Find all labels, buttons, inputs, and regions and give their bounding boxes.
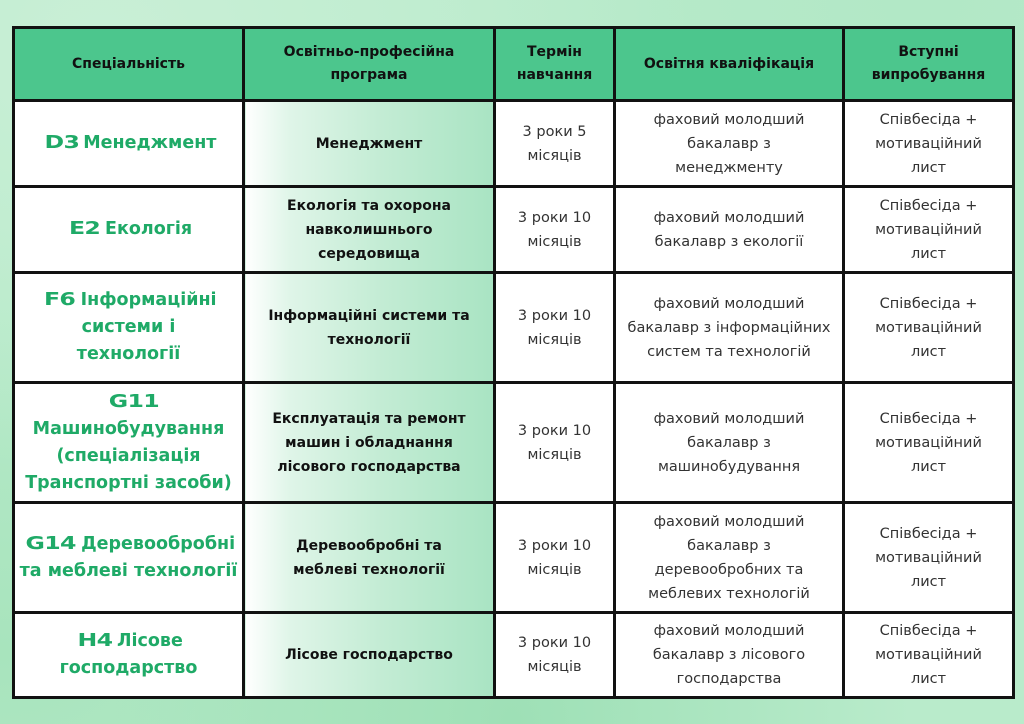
duration-cell: 3 роки 10 місяців: [495, 273, 615, 383]
specialty-name: Лісове господарство: [59, 631, 198, 678]
specialty-name: Машинобудування (спеціалізація Транспортні засоби): [25, 418, 232, 493]
specialty-code: G14: [25, 533, 76, 554]
specialties-table: [12, 26, 1015, 699]
duration-cell: 3 роки 10 місяців: [495, 613, 615, 698]
header-qualification: Освітня кваліфікація: [615, 28, 844, 101]
entrance-cell: Співбесіда + мотиваційний лист: [844, 101, 1014, 187]
table-header-row: [14, 28, 1014, 101]
specialty-cell: [14, 187, 244, 273]
header-specialty: Спеціальність: [14, 28, 244, 101]
table-row: [14, 187, 1014, 273]
qualification-cell: фаховий молодший бакалавр з лісового господарства: [615, 613, 844, 698]
program-cell: Лісове господарство: [244, 613, 495, 698]
entrance-cell: Співбесіда + мотиваційний лист: [844, 383, 1014, 503]
entrance-cell: Співбесіда + мотиваційний лист: [844, 613, 1014, 698]
qualification-cell: фаховий молодший бакалавр з менеджменту: [615, 101, 844, 187]
specialty-code: G11: [108, 391, 159, 412]
specialty-code: D3: [44, 133, 79, 153]
specialty-cell: [14, 503, 244, 613]
program-cell: Деревообробні та меблеві технології: [244, 503, 495, 613]
program-cell: Екологія та охорона навколишнього середовища: [244, 187, 495, 273]
program-cell: Менеджмент: [244, 101, 495, 187]
header-entrance: Вступні випробування: [844, 28, 1014, 101]
duration-cell: 3 роки 10 місяців: [495, 187, 615, 273]
specialty-name: Екологія: [105, 219, 193, 239]
specialty-code: H4: [77, 631, 113, 651]
table-row: [14, 613, 1014, 698]
header-duration: Термін навчання: [495, 28, 615, 101]
specialty-code: E2: [68, 219, 101, 239]
entrance-cell: Співбесіда + мотиваційний лист: [844, 187, 1014, 273]
specialty-cell: [14, 101, 244, 187]
specialty-cell: [14, 273, 244, 383]
qualification-cell: фаховий молодший бакалавр з машинобудування: [615, 383, 844, 503]
table-row: [14, 503, 1014, 613]
specialty-cell: [14, 613, 244, 698]
header-program: Освітньо-професійна програма: [244, 28, 495, 101]
duration-cell: 3 роки 10 місяців: [495, 503, 615, 613]
table-row: [14, 101, 1014, 187]
specialty-cell: [14, 383, 244, 503]
program-cell: Експлуатація та ремонт машин і обладнання лісового господарства: [244, 383, 495, 503]
specialty-name: Менеджмент: [83, 133, 217, 153]
program-cell: Інформаційні системи та технології: [244, 273, 495, 383]
specialty-code: F6: [44, 290, 76, 310]
entrance-cell: Співбесіда + мотиваційний лист: [844, 503, 1014, 613]
qualification-cell: фаховий молодший бакалавр з інформаційних систем та технологій: [615, 273, 844, 383]
specialty-name: Інформаційні системи і технології: [76, 290, 217, 364]
table-row: [14, 383, 1014, 503]
table-row: [14, 273, 1014, 383]
entrance-cell: Співбесіда + мотиваційний лист: [844, 273, 1014, 383]
qualification-cell: фаховий молодший бакалавр з деревообробних та меблевих технологій: [615, 503, 844, 613]
duration-cell: 3 роки 10 місяців: [495, 383, 615, 503]
qualification-cell: фаховий молодший бакалавр з екології: [615, 187, 844, 273]
duration-cell: 3 роки 5 місяців: [495, 101, 615, 187]
specialty-name: Деревообробні та меблеві технології: [19, 533, 238, 581]
